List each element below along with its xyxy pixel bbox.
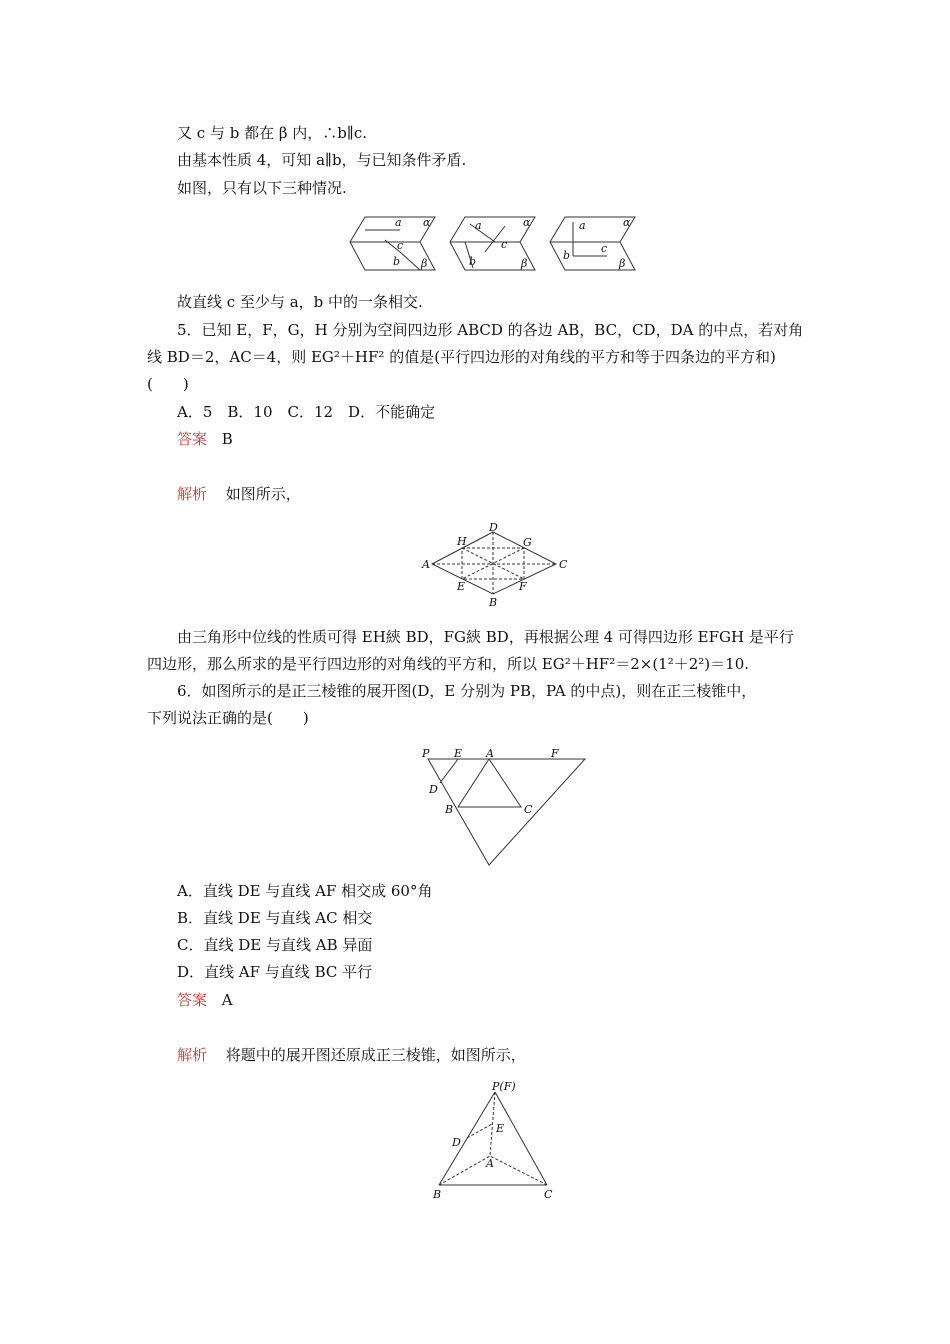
label-E: E — [454, 747, 463, 760]
label-E: E — [496, 1122, 505, 1135]
label-a: a — [395, 216, 402, 229]
label-C: C — [524, 803, 533, 816]
label-beta: β — [619, 257, 626, 270]
label-F: F — [551, 747, 559, 760]
option-A: A．直线 DE 与直线 AF 相交成 60°角 — [177, 882, 433, 900]
label-P: P — [422, 747, 430, 760]
answer-row — [177, 429, 233, 449]
answer-label: 答案 — [177, 430, 208, 448]
option-C: C．直线 DE 与直线 AB 异面 — [177, 936, 373, 954]
label-C: C — [559, 558, 568, 571]
solution-text: 如图所示， — [225, 485, 301, 503]
label-c: c — [501, 238, 508, 251]
answer-label: 答案 — [177, 991, 208, 1009]
label-beta: β — [521, 257, 528, 270]
label-A: A — [486, 1157, 494, 1170]
label-C: C — [544, 1188, 553, 1201]
question-5-options: A．5 B．10 C．12 D．不能确定 — [177, 403, 436, 421]
text-line: 又 c 与 b 都在 β 内，∴b∥c. — [177, 124, 367, 142]
option-D: D．直线 AF 与直线 BC 平行 — [177, 963, 373, 981]
label-b: b — [393, 255, 401, 268]
pyramid-net-figure — [418, 745, 598, 870]
text-line: 故直线 c 至少与 a，b 中的一条相交. — [177, 293, 423, 311]
label-P-F: P(F) — [492, 1080, 516, 1093]
label-A: A — [422, 558, 430, 571]
text-line: 由基本性质 4，可知 a∥b，与已知条件矛盾. — [177, 151, 467, 169]
label-alpha: α — [523, 216, 531, 229]
label-B: B — [433, 1188, 442, 1201]
label-b: b — [469, 255, 477, 268]
label-alpha: α — [423, 216, 431, 229]
label-c: c — [601, 242, 608, 255]
planes-figure — [345, 212, 645, 274]
answer-value: B — [221, 430, 233, 448]
label-E: E — [457, 580, 466, 593]
solution-label: 解析 — [177, 485, 208, 503]
question-5-line2: 线 BD＝2，AC＝4，则 EG²＋HF² 的值是(平行四边形的对角线的平方和等于四条边的平方和) — [147, 348, 776, 366]
label-D: D — [452, 1136, 461, 1149]
solution-5-line1: 由三角形中位线的性质可得 EH綊 BD，FG綊 BD，再根据公理 4 可得四边形 EFGH 是平行 — [177, 628, 794, 646]
question-5-blank: ( ) — [147, 375, 189, 393]
label-H: H — [457, 535, 467, 548]
label-alpha: α — [623, 216, 631, 229]
solution-label: 解析 — [177, 1046, 208, 1064]
label-B: B — [489, 596, 498, 607]
text-line: 如图，只有以下三种情况. — [177, 179, 347, 197]
label-beta: β — [421, 257, 428, 270]
label-a: a — [579, 219, 586, 232]
solution-5-line2: 四边形，那么所求的是平行四边形的对角线的平方和，所以 EG²＋HF²＝2×(1²＋2²)＝10. — [147, 655, 750, 673]
question-5-line1: 5．已知 E，F，G，H 分别为空间四边形 ABCD 的各边 AB，BC，CD，DA 的中点，若对角 — [177, 321, 804, 339]
answer-value: A — [221, 991, 233, 1009]
label-b: b — [563, 249, 571, 262]
answer-row — [177, 990, 233, 1010]
label-c: c — [397, 239, 404, 252]
pyramid-figure — [428, 1080, 568, 1205]
label-A: A — [486, 747, 494, 760]
label-D: D — [489, 522, 498, 534]
solution-row — [177, 484, 301, 504]
solution-text: 将题中的展开图还原成正三棱锥，如图所示， — [225, 1046, 526, 1064]
quadrilateral-figure — [420, 522, 570, 607]
option-B: B．直线 DE 与直线 AC 相交 — [177, 909, 373, 927]
label-F: F — [519, 580, 527, 593]
label-G: G — [523, 536, 532, 549]
question-6-line1: 6．如图所示的是正三棱锥的展开图(D，E 分别为 PB，PA 的中点)，则在正三棱锥中， — [177, 682, 757, 700]
question-6-line2: 下列说法正确的是( ) — [147, 709, 309, 727]
label-B: B — [445, 803, 454, 816]
label-a: a — [475, 219, 482, 232]
solution-row — [177, 1045, 526, 1065]
label-D: D — [429, 783, 438, 796]
